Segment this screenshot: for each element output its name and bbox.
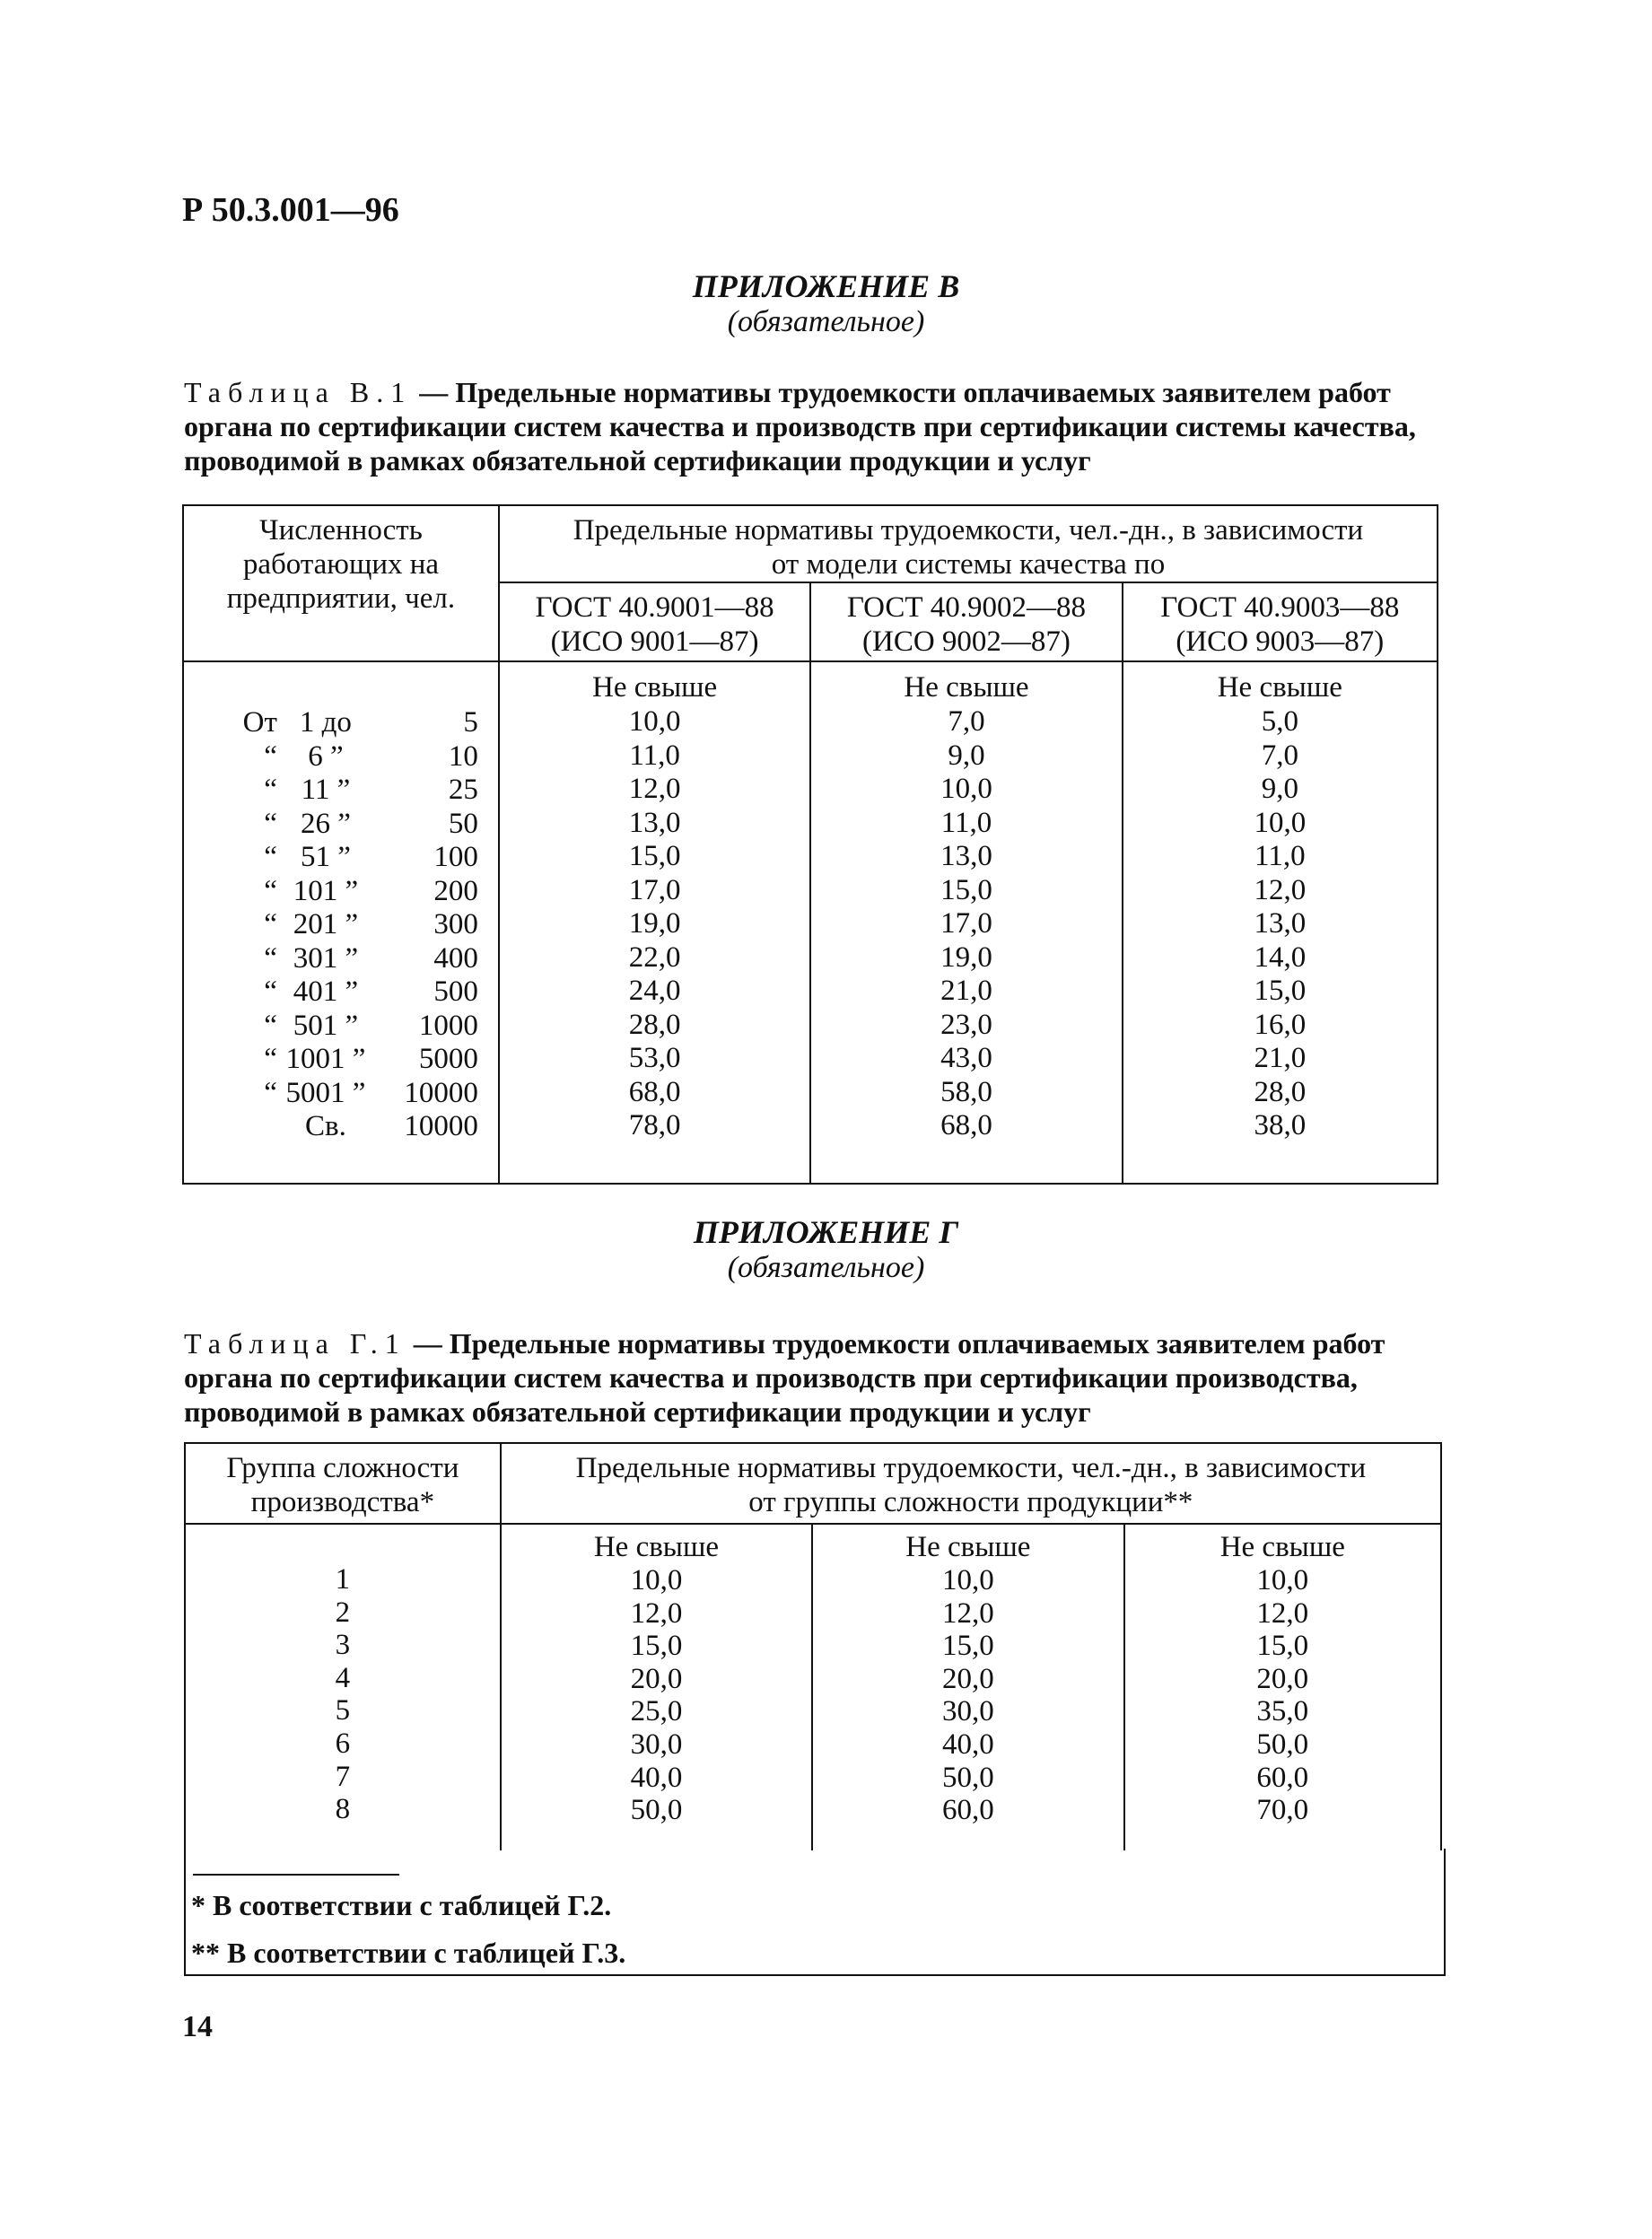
appendix-b-title: ПРИЛОЖЕНИЕ В <box>692 268 960 304</box>
value-cell: 60,0 <box>941 1794 994 1827</box>
count-range: “ 6 ” 10 <box>264 739 478 773</box>
value-cell: 60,0 <box>1256 1761 1309 1794</box>
not-more-label: Не свыше <box>1217 671 1342 704</box>
value-cell: 15,0 <box>940 873 992 906</box>
group-number: 3 <box>335 1629 351 1662</box>
not-more-label: Не свыше <box>905 1531 1031 1563</box>
value-cell: 78,0 <box>628 1109 681 1141</box>
table-g1-caption-text: — Предельные нормативы трудоемкости оплачиваемых заявителем работ органа по сертификации систем качества и производств при сертификации производства, проводимой в рамках обязательной сертификации продукции и услуг <box>184 1327 1385 1428</box>
not-more-label: Не свыше <box>592 671 718 704</box>
value-cell: 38,0 <box>1254 1109 1307 1141</box>
count-range: “ 1001 ” 5000 <box>264 1043 478 1075</box>
value-cell: 43,0 <box>940 1042 992 1074</box>
count-range: “ 401 ” 500 <box>264 975 478 1008</box>
value-cell: 7,0 <box>1261 739 1298 772</box>
value-cell: 19,0 <box>940 940 992 974</box>
model-iso: (ИСО 9003—87) <box>1176 625 1385 658</box>
group-number: 4 <box>335 1661 351 1694</box>
value-cell: 28,0 <box>628 1008 681 1041</box>
table-g1-header-group: Группа сложности производства* <box>185 1443 501 1524</box>
count-range: “ 501 ” 1000 <box>264 1009 478 1042</box>
value-cell: 11,0 <box>940 806 992 839</box>
group-number: 6 <box>335 1727 351 1760</box>
count-range: Св. 10000 <box>305 1110 478 1142</box>
value-cell: 40,0 <box>941 1727 994 1761</box>
appendix-g-title: ПРИЛОЖЕНИЕ Г <box>693 1214 959 1250</box>
value-cell: 70,0 <box>1256 1794 1309 1827</box>
table-b1-label: Таблица В.1 <box>184 376 413 408</box>
footnote-2: ** В соответствии с таблицей Г.3. <box>191 1937 626 1969</box>
table-b1-values-model-3 <box>1123 661 1438 1184</box>
value-cell: 20,0 <box>630 1662 683 1695</box>
value-cell: 5,0 <box>1261 705 1298 738</box>
table-b1-header-model-3 <box>1123 582 1438 661</box>
model-std: ГОСТ 40.9002—88 <box>846 591 1087 624</box>
table-b1-header-count: Численность работающих на предприятии, чел. <box>183 505 499 661</box>
value-cell: 7,0 <box>948 705 985 738</box>
value-cell: 11,0 <box>629 739 680 772</box>
value-cell: 68,0 <box>940 1109 992 1141</box>
count-range: От 1 до 5 <box>242 706 478 739</box>
value-cell: 15,0 <box>1254 975 1307 1007</box>
value-cell: 10,0 <box>1254 806 1307 839</box>
table-b1-values-model-2 <box>810 661 1122 1184</box>
table-b1-count-column <box>183 661 499 1184</box>
value-cell: 23,0 <box>940 1008 992 1041</box>
value-cell: 9,0 <box>948 739 985 772</box>
table-b1-caption-text: — Предельные нормативы трудоемкости оплачиваемых заявителем работ органа по сертификации систем качества и производств при сертификации системы качества, проводимой в рамках обязательной сертификации продукции и услуг <box>184 376 1416 477</box>
value-cell: 50,0 <box>1256 1727 1309 1761</box>
count-range: “ 11 ” 25 <box>264 774 478 806</box>
not-more-label: Не свыше <box>1219 1531 1345 1563</box>
value-cell: 10,0 <box>1256 1564 1309 1596</box>
appendix-g-subtitle: (обязательное) <box>727 1251 925 1284</box>
count-range: “ 26 ” 50 <box>264 807 478 840</box>
value-cell: 12,0 <box>941 1596 994 1630</box>
count-range: “ 201 ” 300 <box>264 908 478 940</box>
group-number: 5 <box>335 1694 351 1727</box>
footnote-1: * В соответствии с таблицей Г.2. <box>191 1889 612 1921</box>
value-cell: 13,0 <box>628 806 681 839</box>
group-number: 7 <box>335 1760 351 1793</box>
value-cell: 19,0 <box>628 907 681 940</box>
value-cell: 58,0 <box>940 1075 992 1108</box>
value-cell: 10,0 <box>628 705 681 738</box>
value-cell: 50,0 <box>941 1761 994 1794</box>
not-more-label: Не свыше <box>904 671 1029 704</box>
value-cell: 16,0 <box>1254 1008 1307 1041</box>
table-g1 <box>184 1442 1442 1850</box>
value-cell: 15,0 <box>628 840 681 872</box>
value-cell: 30,0 <box>941 1695 994 1728</box>
value-cell: 13,0 <box>940 840 992 872</box>
value-cell: 28,0 <box>1254 1075 1307 1108</box>
table-b1-caption <box>184 375 1445 477</box>
value-cell: 53,0 <box>628 1042 681 1074</box>
group-number: 8 <box>335 1793 351 1826</box>
value-cell: 22,0 <box>628 940 681 974</box>
value-cell: 13,0 <box>1254 907 1307 940</box>
table-b1-header-group: Предельные нормативы трудоемкости, чел.-дн., в зависимости от модели системы качества по <box>499 505 1438 582</box>
value-cell: 12,0 <box>630 1596 683 1630</box>
table-g1-values-col-2 <box>812 1524 1123 1850</box>
value-cell: 21,0 <box>1254 1042 1307 1074</box>
table-b1 <box>182 504 1438 1185</box>
value-cell: 15,0 <box>1256 1630 1309 1663</box>
group-number: 2 <box>335 1596 351 1629</box>
count-range: “ 51 ” 100 <box>264 841 478 873</box>
value-cell: 68,0 <box>628 1075 681 1108</box>
value-cell: 12,0 <box>1256 1596 1309 1630</box>
page-number: 14 <box>182 2010 213 2043</box>
value-cell: 25,0 <box>630 1695 683 1728</box>
model-std: ГОСТ 40.9003—88 <box>1160 591 1400 624</box>
table-g1-header-values: Предельные нормативы трудоемкости, чел.-дн., в зависимости от группы сложности продукции** <box>501 1443 1441 1524</box>
count-range: “ 5001 ” 10000 <box>264 1076 478 1109</box>
value-cell: 10,0 <box>940 773 992 805</box>
value-cell: 17,0 <box>940 907 992 940</box>
document-code: Р 50.3.001—96 <box>182 191 399 229</box>
table-b1-values-model-1 <box>499 661 810 1184</box>
value-cell: 10,0 <box>941 1564 994 1596</box>
count-range: “ 101 ” 200 <box>264 874 478 907</box>
model-std: ГОСТ 40.9001—88 <box>535 591 774 624</box>
value-cell: 35,0 <box>1256 1695 1309 1728</box>
value-cell: 20,0 <box>1256 1662 1309 1695</box>
value-cell: 50,0 <box>630 1794 683 1827</box>
not-more-label: Не свыше <box>593 1531 720 1563</box>
value-cell: 9,0 <box>1261 773 1298 805</box>
value-cell: 30,0 <box>630 1727 683 1761</box>
value-cell: 24,0 <box>628 975 681 1007</box>
value-cell: 11,0 <box>1254 840 1306 872</box>
model-iso: (ИСО 9001—87) <box>550 625 759 658</box>
value-cell: 12,0 <box>628 773 681 805</box>
table-g1-group-column <box>185 1524 501 1850</box>
value-cell: 12,0 <box>1254 873 1307 906</box>
table-g1-values-col-3 <box>1124 1524 1441 1850</box>
value-cell: 21,0 <box>940 975 992 1007</box>
table-g1-values-col-1 <box>501 1524 812 1850</box>
table-b1-header-model-2 <box>810 582 1122 661</box>
table-g1-caption <box>184 1326 1445 1429</box>
count-range: “ 301 ” 400 <box>264 941 478 975</box>
appendix-b-subtitle: (обязательное) <box>727 305 925 338</box>
value-cell: 15,0 <box>630 1630 683 1663</box>
table-b1-header-model-1 <box>499 582 810 661</box>
value-cell: 14,0 <box>1254 940 1307 974</box>
table-g1-label: Таблица Г.1 <box>184 1327 406 1360</box>
value-cell: 40,0 <box>630 1761 683 1794</box>
value-cell: 10,0 <box>630 1564 683 1596</box>
value-cell: 17,0 <box>628 873 681 906</box>
footnote-divider <box>193 1874 399 1876</box>
value-cell: 20,0 <box>941 1662 994 1695</box>
value-cell: 15,0 <box>941 1630 994 1663</box>
group-number: 1 <box>335 1563 351 1596</box>
model-iso: (ИСО 9002—87) <box>862 625 1071 658</box>
